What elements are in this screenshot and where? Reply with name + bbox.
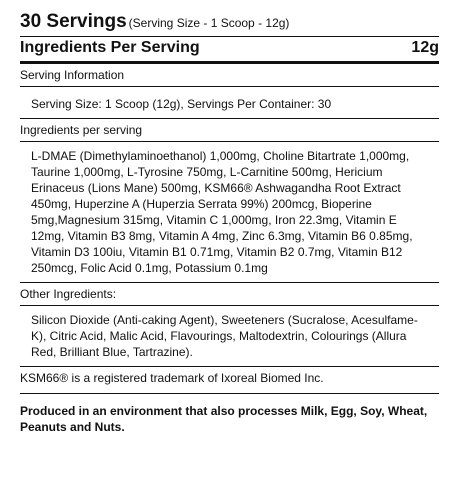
other-ingredients-label: Other Ingredients: xyxy=(20,287,117,301)
divider xyxy=(20,393,439,394)
ingredients-label: Ingredients per serving xyxy=(20,123,143,137)
serving-weight: 12g xyxy=(411,39,439,56)
divider xyxy=(20,36,439,37)
divider xyxy=(20,86,439,87)
servings-header xyxy=(20,11,439,33)
divider xyxy=(20,366,439,367)
ingredients-per-serving-title: Ingredients Per Serving xyxy=(20,39,200,56)
serving-information-detail: Serving Size: 1 Scoop (12g), Servings Per Container: 30 xyxy=(31,97,332,111)
divider xyxy=(20,282,439,283)
allergen-statement: Produced in an environment that also processes Milk, Egg, Soy, Wheat, Peanuts and Nuts. xyxy=(20,404,428,434)
divider xyxy=(20,305,439,306)
nutrition-panel xyxy=(20,11,439,435)
divider xyxy=(20,141,439,142)
ingredients-per-serving-header xyxy=(20,39,439,57)
other-ingredients-list: Silicon Dioxide (Anti-caking Agent), Sweeteners (Sucralose, Acesulfame-K), Citric Acid, Malic Acid, Flavourings, Maltodextrin, Colourings (Allura Red, Brilliant Blue, Tartrazine). xyxy=(31,313,418,359)
trademark-notice: KSM66® is a registered trademark of Ixoreal Biomed Inc. xyxy=(20,371,324,385)
thick-divider xyxy=(20,61,439,64)
divider xyxy=(20,118,439,119)
serving-size-note: (Serving Size - 1 Scoop - 12g) xyxy=(128,16,290,30)
serving-information-label: Serving Information xyxy=(20,68,125,82)
ingredients-list: L-DMAE (Dimethylaminoethanol) 1,000mg, Choline Bitartrate 1,000mg, Taurine 1,000mg, L-Tyrosine 750mg, L-Carnitine 500mg, Hericium Erinaceus (Lions Mane) 500mg, KSM66® Ashwagandha Root Extract 450mg, Huperzine A (Huperzia Serrata 99%) 200mcg, Bioperine 5mg,Magnesium 315mg, Vitamin C 1,000mg, Iron 22.3mg, Vitamin E 12mg, Vitamin B3 8mg, Vitamin A 4mg, Zinc 6.3mg, Vitamin B6 0.85mg, Vitamin D3 100iu, Vitamin B1 0.71mg, Vitamin B2 0.7mg, Vitamin B12 250mcg, Folic Acid 0.1mg, Potassium 0.1mg xyxy=(31,149,413,275)
servings-count: 30 Servings xyxy=(20,11,127,32)
